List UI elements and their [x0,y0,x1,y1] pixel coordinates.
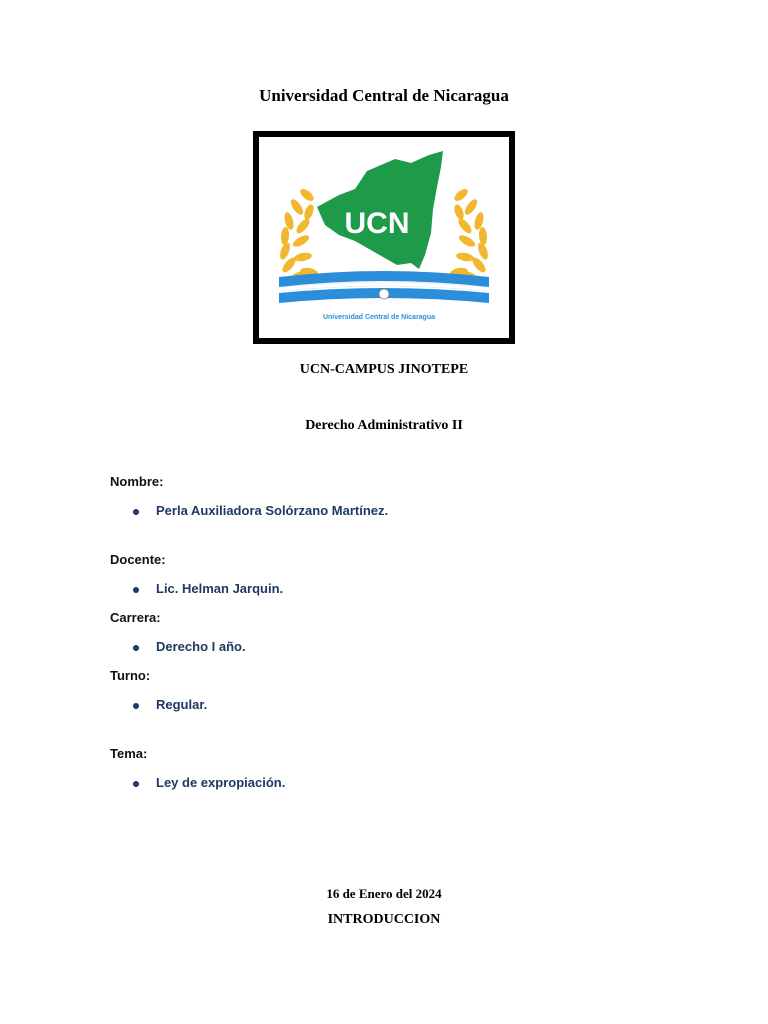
introduction-heading: INTRODUCCION [327,912,441,927]
bullet-icon [133,703,139,709]
logo-acronym: UCN [344,207,410,240]
ribbon-icon [279,271,489,303]
docente-value: Lic. Helman Jarquin. [156,581,284,596]
bullet-icon [133,781,139,787]
ucn-logo-graphic [259,137,509,338]
tema-value: Ley de expropiación. [156,775,286,790]
carrera-label: Carrera: [110,610,161,625]
coat-of-arms-icon [379,289,389,299]
right-laurel-icon [449,187,489,285]
docente-label: Docente: [110,552,166,567]
turno-label: Turno: [110,668,151,683]
bullet-icon [133,587,139,593]
course-title: Derecho Administrativo II [305,418,463,433]
carrera-value: Derecho I año. [156,639,246,654]
nombre-value: Perla Auxiliadora Solórzano Martínez. [156,503,389,518]
tema-label: Tema: [110,746,148,761]
university-logo [253,131,515,344]
document-date: 16 de Enero del 2024 [326,886,442,901]
turno-value: Regular. [156,697,208,712]
left-laurel-icon [278,187,318,285]
campus-title: UCN-CAMPUS JINOTEPE [299,362,469,377]
nombre-label: Nombre: [110,474,164,489]
bullet-icon [133,509,139,515]
logo-ribbon-text: Universidad Central de Nicaragua [322,314,436,321]
university-title: Universidad Central de Nicaragua [259,86,509,105]
bullet-icon [133,645,139,651]
